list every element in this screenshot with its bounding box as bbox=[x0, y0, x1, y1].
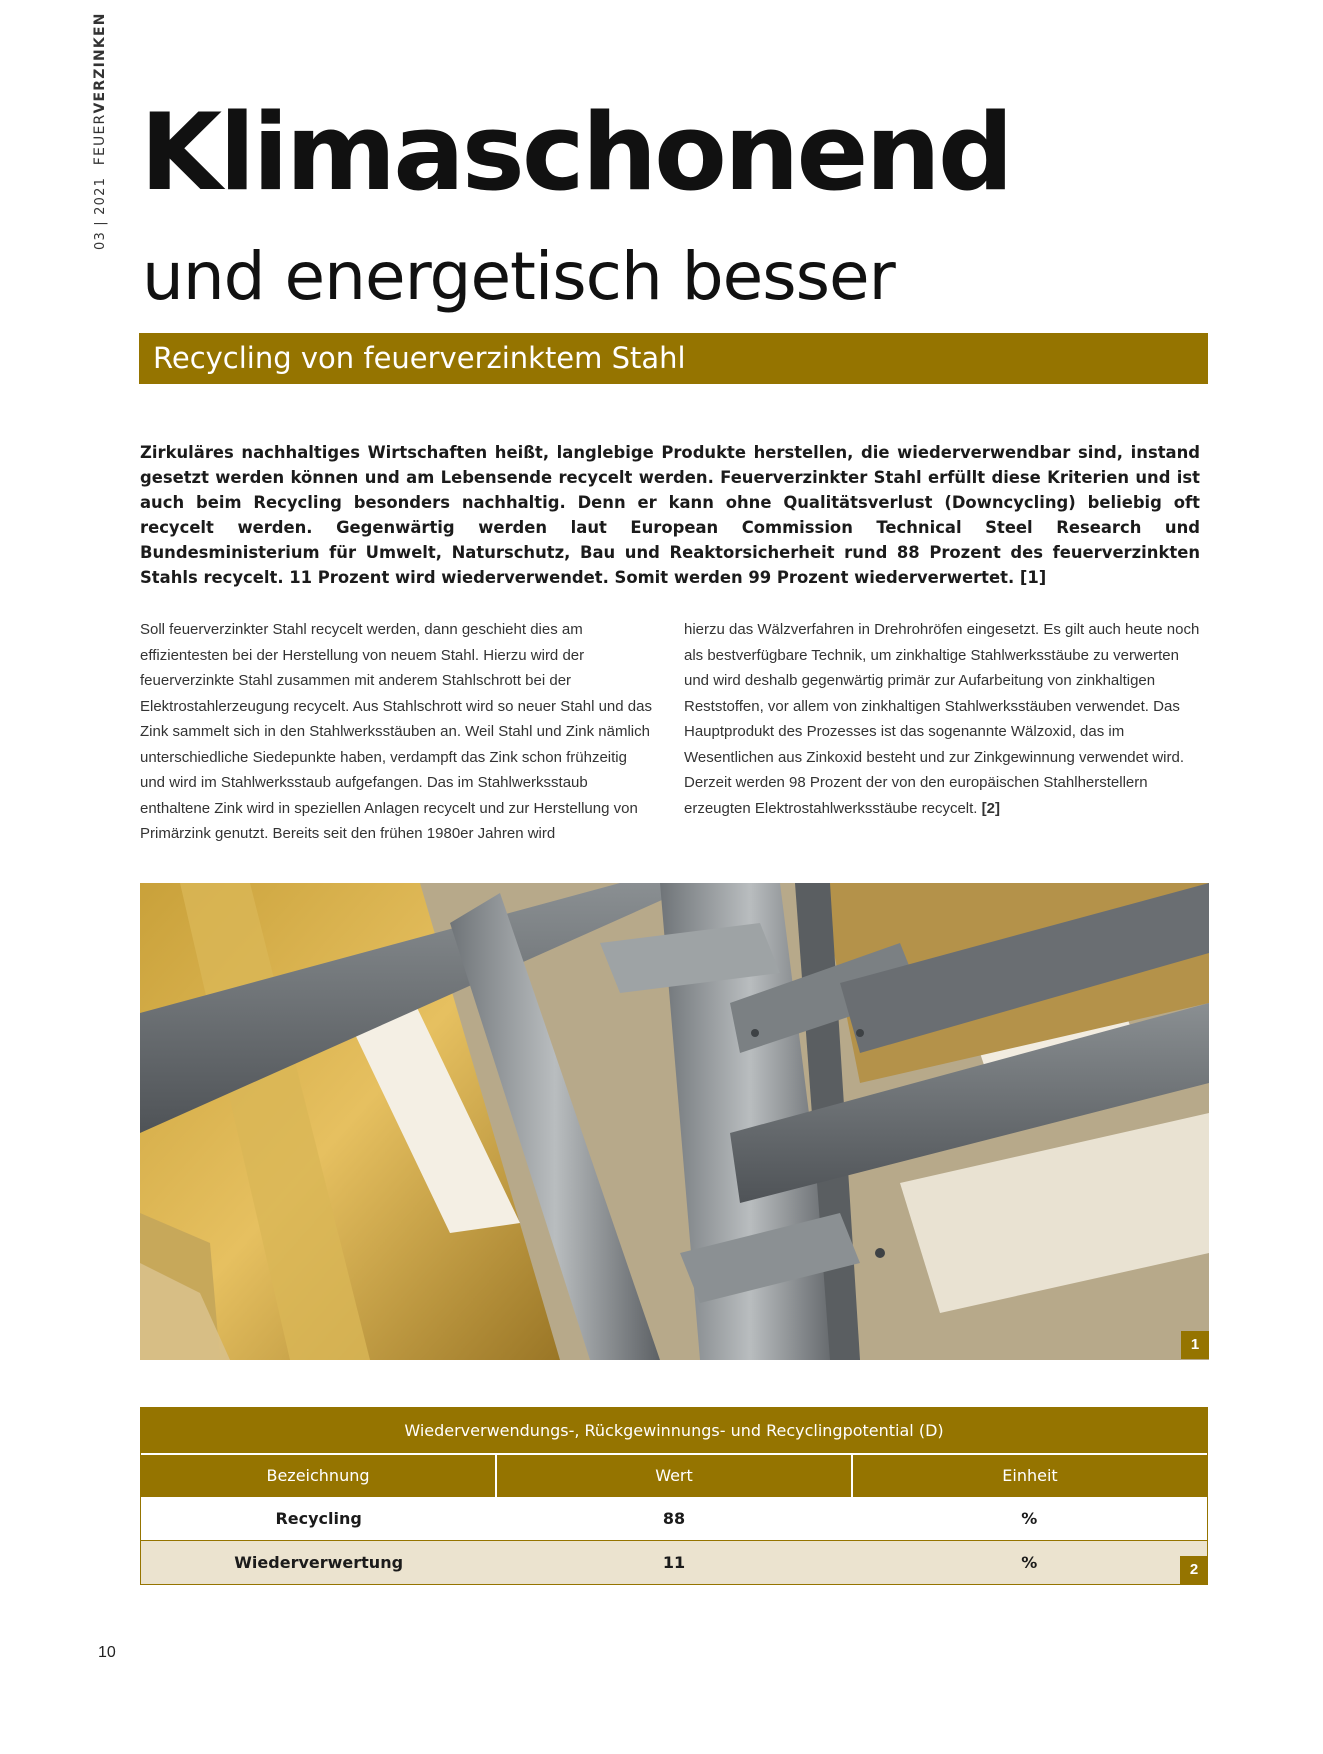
page-number: 10 bbox=[98, 1644, 116, 1661]
brand-bold: VERZINKEN bbox=[92, 12, 108, 114]
row-label: Recycling bbox=[275, 1509, 362, 1528]
body-column-right bbox=[684, 617, 1204, 821]
header-einheit: Einheit bbox=[1002, 1466, 1058, 1485]
header-wert: Wert bbox=[497, 1455, 853, 1497]
lead-paragraph: Zirkuläres nachhaltiges Wirtschaften heißt, langlebige Produkte herstellen, die wiederverwendbar sind, instand gesetzt werden können und am Lebensende recycelt werden. Feuerverzinkter Stahl erfüllt diese Kriterien und ist auch beim Recycling besonders nachhaltig. Denn er kann ohne Qualitätsverlust (Downcycling) beliebig oft recycelt werden. Gegenwärtig werden laut European Commission Technical Steel Research und Bundesministerium für Umwelt, Naturschutz, Bau und Reaktorsicherheit rund 88 Prozent des feuerverzinkten Stahls recycelt. 11 Prozent wird wiederverwendet. Somit werden 99 Prozent wiederverwertet. [1] bbox=[140, 443, 1200, 587]
table-row bbox=[141, 1497, 1207, 1541]
row-value: 11 bbox=[662, 1553, 686, 1572]
reference-2: [2] bbox=[981, 799, 1000, 817]
header-bezeichnung: Bezeichnung bbox=[141, 1455, 497, 1497]
steel-structure-photo bbox=[140, 883, 1209, 1360]
section-banner: Recycling von feuerverzinktem Stahl bbox=[139, 333, 1208, 384]
body-column-left: Soll feuerverzinkter Stahl recycelt werden, dann geschieht dies am effizientesten bei der Herstellung von neuem Stahl. Hierzu wird der feuerverzinkte Stahl zusammen mit anderem Stahlschrott bei der Elektrostahlerzeugung recycelt. Aus Stahlschrott wird so neuer Stahl und das Zink sammelt sich in den Stahlwerksstäuben an. Weil Stahl und Zink nämlich unterschiedliche Siedepunkte haben, verdampft das Zink schon frühzeitig und wird im Stahlwerksstaub aufgefangen. Das im Stahlwerksstaub enthaltene Zink wird in speziellen Anlagen recycelt und zur Herstellung von Primärzink genutzt. Bereits seit den frühen 1980er Jahren wird bbox=[140, 621, 652, 842]
page-subtitle: und energetisch besser bbox=[142, 238, 895, 315]
table-header-row bbox=[141, 1455, 1207, 1497]
page-title: Klimaschonend bbox=[140, 91, 1011, 214]
table-badge-2: 2 bbox=[1180, 1556, 1208, 1584]
row-value: 88 bbox=[662, 1509, 686, 1528]
row-unit: % bbox=[1021, 1509, 1038, 1528]
issue-number: 03 | 2021 bbox=[93, 176, 108, 250]
row-label: Wiederverwertung bbox=[234, 1553, 404, 1572]
issue-sidebar bbox=[92, 12, 108, 250]
body-right-text: hierzu das Wälzverfahren in Drehrohröfen eingesetzt. Es gilt auch heute noch als bestverfügbare Technik, um zinkhaltige Stahlwerksstäube zu verwerten und wird deshalb gegenwärtig primär zur Aufarbeitung von zinkhaltigen Reststoffen, vor allem von zinkhaltigen Stahlwerksstäuben verwendet. Das Hauptprodukt des Prozesses ist das sogenannte Wälzoxid, das im Wesentlichen aus Zinkoxid besteht und zur Zinkgewinnung verwendet wird. Derzeit werden 98 Prozent der von den europäischen Stahlherstellern erzeugten Elektrostahlwerksstäube recycelt. bbox=[684, 621, 1200, 817]
row-unit: % bbox=[1021, 1553, 1038, 1572]
recycling-table bbox=[140, 1407, 1208, 1585]
figure-badge-1: 1 bbox=[1181, 1331, 1209, 1359]
table-caption: Wiederverwendungs-, Rückgewinnungs- und Recyclingpotential (D) bbox=[141, 1408, 1207, 1455]
table-row bbox=[141, 1541, 1207, 1584]
brand-light: FEUER bbox=[92, 113, 108, 166]
